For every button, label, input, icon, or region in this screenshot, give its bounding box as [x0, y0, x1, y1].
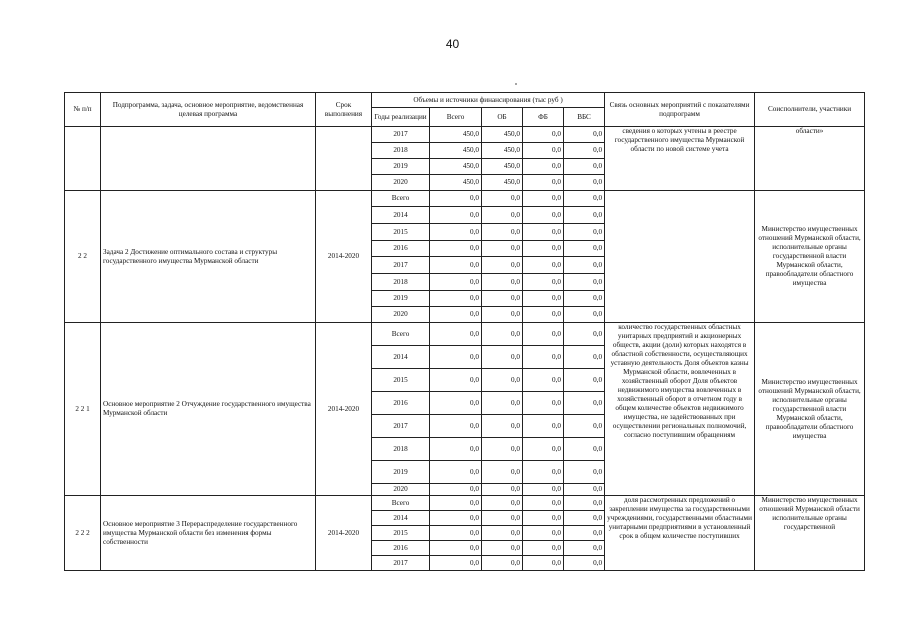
vbs-cell: 0,0 [564, 541, 605, 556]
header-ob: ОБ [482, 108, 523, 127]
year-cell: 2016 [372, 392, 430, 415]
table-row [65, 127, 865, 143]
fb-cell: 0,0 [523, 143, 564, 159]
ob-cell: 0,0 [482, 191, 523, 207]
total-cell: 0,0 [430, 461, 482, 484]
ob-cell: 0,0 [482, 291, 523, 307]
year-cell: 2014 [372, 207, 430, 224]
table-row [65, 496, 865, 511]
ob-cell: 0,0 [482, 307, 523, 323]
vbs-cell: 0,0 [564, 323, 605, 346]
ob-cell: 0,0 [482, 496, 523, 511]
table-row [65, 191, 865, 207]
total-cell: 0,0 [430, 526, 482, 541]
year-cell: 2018 [372, 438, 430, 461]
total-cell: 0,0 [430, 274, 482, 291]
ob-cell: 450,0 [482, 143, 523, 159]
fb-cell: 0,0 [523, 224, 564, 241]
year-cell: 2017 [372, 415, 430, 438]
row-term [316, 127, 372, 191]
vbs-cell: 0,0 [564, 127, 605, 143]
fb-cell: 0,0 [523, 191, 564, 207]
year-cell: 2019 [372, 461, 430, 484]
row-number: 2 2 [65, 191, 101, 323]
vbs-cell: 0,0 [564, 461, 605, 484]
year-cell: Всего [372, 323, 430, 346]
vbs-cell: 0,0 [564, 175, 605, 191]
fb-cell: 0,0 [523, 323, 564, 346]
header-term: Срок выполнения [316, 93, 372, 127]
vbs-cell: 0,0 [564, 143, 605, 159]
total-cell: 0,0 [430, 369, 482, 392]
fb-cell: 0,0 [523, 369, 564, 392]
year-cell: 2014 [372, 511, 430, 526]
fb-cell: 0,0 [523, 541, 564, 556]
total-cell: 450,0 [430, 175, 482, 191]
ob-cell: 0,0 [482, 438, 523, 461]
vbs-cell: 0,0 [564, 438, 605, 461]
total-cell: 0,0 [430, 438, 482, 461]
ob-cell: 0,0 [482, 369, 523, 392]
total-cell: 0,0 [430, 496, 482, 511]
year-cell: 2014 [372, 346, 430, 369]
header-num: № п/п [65, 93, 101, 127]
ob-cell: 0,0 [482, 323, 523, 346]
ob-cell: 450,0 [482, 127, 523, 143]
vbs-cell: 0,0 [564, 415, 605, 438]
vbs-cell: 0,0 [564, 159, 605, 175]
year-cell: Всего [372, 191, 430, 207]
fb-cell: 0,0 [523, 438, 564, 461]
fb-cell: 0,0 [523, 127, 564, 143]
vbs-cell: 0,0 [564, 241, 605, 257]
vbs-cell: 0,0 [564, 191, 605, 207]
year-cell: 2017 [372, 556, 430, 571]
ob-cell: 0,0 [482, 541, 523, 556]
row-number: 2 2 1 [65, 323, 101, 496]
year-cell: 2020 [372, 484, 430, 496]
header-coexec: Соисполнители, участники [755, 93, 865, 127]
year-cell: 2015 [372, 526, 430, 541]
year-cell: 2016 [372, 541, 430, 556]
ob-cell: 0,0 [482, 511, 523, 526]
ob-cell: 0,0 [482, 556, 523, 571]
table-row [65, 323, 865, 346]
header-years: Годы реализации [372, 108, 430, 127]
year-cell: 2015 [372, 369, 430, 392]
fb-cell: 0,0 [523, 307, 564, 323]
fb-cell: 0,0 [523, 392, 564, 415]
fb-cell: 0,0 [523, 415, 564, 438]
vbs-cell: 0,0 [564, 369, 605, 392]
ob-cell: 0,0 [482, 257, 523, 274]
total-cell: 0,0 [430, 511, 482, 526]
year-cell: 2017 [372, 257, 430, 274]
year-cell: 2015 [372, 224, 430, 241]
page-number: 40 [445, 37, 460, 51]
row-link-indicators: доля рассмотренных предложений о закреплении имущества за государственными учреждениями, государственными областными унитарными предприятиями в установленный срок в общем количестве поступивших [605, 496, 755, 571]
fb-cell: 0,0 [523, 241, 564, 257]
total-cell: 0,0 [430, 291, 482, 307]
ob-cell: 0,0 [482, 224, 523, 241]
vbs-cell: 0,0 [564, 496, 605, 511]
ob-cell: 0,0 [482, 392, 523, 415]
year-cell: 2018 [372, 274, 430, 291]
row-term: 2014-2020 [316, 496, 372, 571]
row-program: Основное мероприятие 2 Отчуждение государственного имущества Мурманской области [101, 323, 316, 496]
total-cell: 0,0 [430, 484, 482, 496]
total-cell: 450,0 [430, 143, 482, 159]
fb-cell: 0,0 [523, 159, 564, 175]
year-cell: 2017 [372, 127, 430, 143]
row-program: Основное мероприятие 3 Перераспределение государственного имущества Мурманской области без изменения формы собственности [101, 496, 316, 571]
total-cell: 0,0 [430, 541, 482, 556]
total-cell: 0,0 [430, 307, 482, 323]
fb-cell: 0,0 [523, 526, 564, 541]
row-program: Задача 2 Достижение оптимального состава и структуры государственного имущества Мурманской области [101, 191, 316, 323]
vbs-cell: 0,0 [564, 392, 605, 415]
fb-cell: 0,0 [523, 484, 564, 496]
ob-cell: 0,0 [482, 241, 523, 257]
vbs-cell: 0,0 [564, 224, 605, 241]
vbs-cell: 0,0 [564, 526, 605, 541]
funding-table [64, 92, 865, 571]
fb-cell: 0,0 [523, 496, 564, 511]
row-number: 2 2 2 [65, 496, 101, 571]
row-coexecutors: Министерство имущественных отношений Мурманской области, исполнительные органы государственной власти Мурманской области, правообладатели областного имущества [755, 323, 865, 496]
ob-cell: 450,0 [482, 159, 523, 175]
fb-cell: 0,0 [523, 274, 564, 291]
ob-cell: 0,0 [482, 526, 523, 541]
ob-cell: 0,0 [482, 274, 523, 291]
row-coexecutors: области» [755, 127, 865, 191]
vbs-cell: 0,0 [564, 346, 605, 369]
fb-cell: 0,0 [523, 291, 564, 307]
total-cell: 0,0 [430, 257, 482, 274]
fb-cell: 0,0 [523, 346, 564, 369]
year-cell: 2020 [372, 175, 430, 191]
total-cell: 450,0 [430, 127, 482, 143]
total-cell: 0,0 [430, 346, 482, 369]
year-cell: 2020 [372, 307, 430, 323]
header-fb: ФБ [523, 108, 564, 127]
vbs-cell: 0,0 [564, 307, 605, 323]
year-cell: Всего [372, 496, 430, 511]
row-link-indicators [605, 191, 755, 323]
total-cell: 0,0 [430, 191, 482, 207]
vbs-cell: 0,0 [564, 207, 605, 224]
vbs-cell: 0,0 [564, 511, 605, 526]
total-cell: 0,0 [430, 207, 482, 224]
fb-cell: 0,0 [523, 511, 564, 526]
total-cell: 0,0 [430, 556, 482, 571]
row-link-indicators: количество государственных областных унитарных предприятий и акционерных обществ, акции (доли) которых находятся в областной собственности, осуществляющих уставную деятельность Доля объектов казны Мурманской области, вовлеченных в хозяйственный оборот Доля объектов недвижимого имущества вовлеченных в хозяйственный оборот в отчетном году в общем количестве объектов недвижимого имущества, не задействованных при осуществлении региональных полномочий, согласно поступившим обращениям [605, 323, 755, 496]
vbs-cell: 0,0 [564, 556, 605, 571]
header-program: Подпрограмма, задача, основное мероприятие, ведомственная целевая программа [101, 93, 316, 127]
vbs-cell: 0,0 [564, 484, 605, 496]
ob-cell: 0,0 [482, 461, 523, 484]
row-program [101, 127, 316, 191]
fb-cell: 0,0 [523, 257, 564, 274]
row-number [65, 127, 101, 191]
ob-cell: 0,0 [482, 346, 523, 369]
row-coexecutors: Министерство имущественных отношений Мурманской области исполнительные органы государственной [755, 496, 865, 571]
vbs-cell: 0,0 [564, 257, 605, 274]
year-cell: 2019 [372, 159, 430, 175]
row-term: 2014-2020 [316, 323, 372, 496]
header-funding: Объемы и источники финансирования (тыс руб ) [372, 93, 605, 108]
fb-cell: 0,0 [523, 556, 564, 571]
ob-cell: 0,0 [482, 484, 523, 496]
row-coexecutors: Министерство имущественных отношений Мурманской области, исполнительные органы государственной власти Мурманской области, правообладатели областного имущества [755, 191, 865, 323]
fb-cell: 0,0 [523, 175, 564, 191]
total-cell: 0,0 [430, 323, 482, 346]
header-total: Всего [430, 108, 482, 127]
year-cell: 2019 [372, 291, 430, 307]
vbs-cell: 0,0 [564, 274, 605, 291]
row-term: 2014-2020 [316, 191, 372, 323]
ob-cell: 0,0 [482, 207, 523, 224]
year-cell: 2018 [372, 143, 430, 159]
row-link-indicators: сведения о которых учтены в реестре государственного имущества Мурманской области по новой системе учета [605, 127, 755, 191]
ob-cell: 450,0 [482, 175, 523, 191]
year-cell: 2016 [372, 241, 430, 257]
total-cell: 0,0 [430, 224, 482, 241]
scan-speck [515, 83, 517, 85]
vbs-cell: 0,0 [564, 291, 605, 307]
total-cell: 0,0 [430, 241, 482, 257]
fb-cell: 0,0 [523, 461, 564, 484]
header-link: Связь основных мероприятий с показателями подпрограмм [605, 93, 755, 127]
total-cell: 450,0 [430, 159, 482, 175]
header-vbs: ВБС [564, 108, 605, 127]
ob-cell: 0,0 [482, 415, 523, 438]
total-cell: 0,0 [430, 392, 482, 415]
total-cell: 0,0 [430, 415, 482, 438]
fb-cell: 0,0 [523, 207, 564, 224]
